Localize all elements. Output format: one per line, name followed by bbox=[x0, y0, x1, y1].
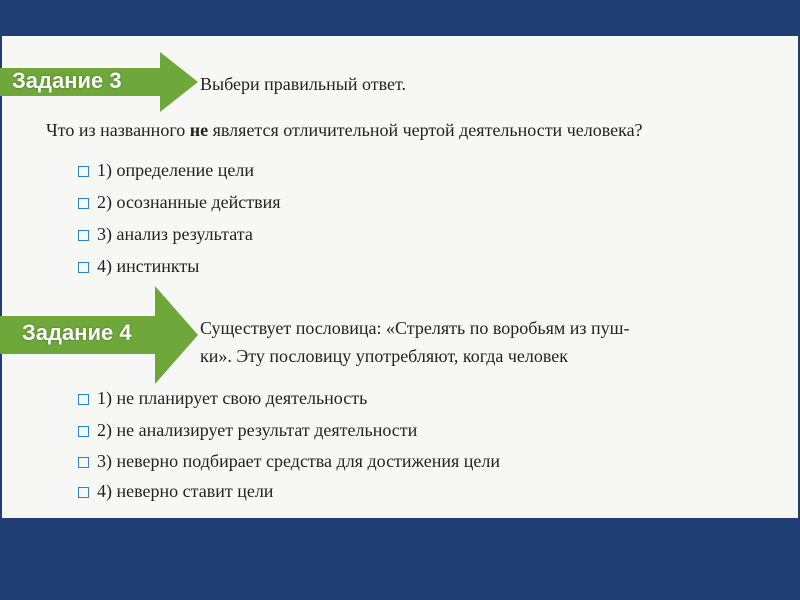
task3-option-1[interactable] bbox=[78, 160, 254, 181]
task3-option-1-label: 1) определение цели bbox=[97, 160, 254, 180]
task3-question-bold: не bbox=[189, 120, 209, 140]
checkbox[interactable] bbox=[78, 166, 89, 177]
task4-badge-label: Задание 4 bbox=[22, 320, 132, 345]
checkbox[interactable] bbox=[78, 457, 89, 468]
checkbox[interactable] bbox=[78, 230, 89, 241]
task3-question bbox=[46, 120, 643, 141]
task3-option-2-label: 2) осознанные действия bbox=[97, 192, 281, 212]
checkbox[interactable] bbox=[78, 487, 89, 498]
task3-badge-label: Задание 3 bbox=[12, 68, 122, 93]
task4-option-1-label: 1) не планирует свою деятельность bbox=[97, 388, 368, 408]
task3-option-4[interactable] bbox=[78, 256, 199, 277]
task3-instruction: Выбери правильный ответ. bbox=[200, 74, 406, 94]
task3-badge bbox=[0, 50, 200, 114]
task4-option-3-label: 3) неверно подбирает средства для достижения цели bbox=[97, 451, 501, 471]
task4-option-2[interactable] bbox=[78, 420, 417, 441]
task4-option-3[interactable] bbox=[78, 451, 500, 472]
task4-badge bbox=[0, 286, 200, 384]
task3-option-4-label: 4) инстинкты bbox=[97, 256, 200, 276]
task4-question-line1: Существует пословица: «Стрелять по воробьям из пуш- bbox=[200, 318, 630, 338]
checkbox[interactable] bbox=[78, 262, 89, 273]
task3-question-post: является отличительной чертой деятельности человека? bbox=[208, 120, 643, 140]
task3-option-3[interactable] bbox=[78, 224, 253, 245]
task4-option-4[interactable] bbox=[78, 481, 273, 502]
checkbox[interactable] bbox=[78, 198, 89, 209]
checkbox[interactable] bbox=[78, 426, 89, 437]
task4-question-line2: ки». Эту пословицу употребляют, когда человек bbox=[200, 346, 568, 366]
task4-option-2-label: 2) не анализирует результат деятельности bbox=[97, 420, 418, 440]
task3-question-pre: Что из названного bbox=[46, 120, 190, 140]
task3-option-3-label: 3) анализ результата bbox=[97, 224, 253, 244]
task4-option-4-label: 4) неверно ставит цели bbox=[97, 481, 274, 501]
task4-option-1[interactable] bbox=[78, 388, 367, 409]
checkbox[interactable] bbox=[78, 394, 89, 405]
task3-option-2[interactable] bbox=[78, 192, 281, 213]
